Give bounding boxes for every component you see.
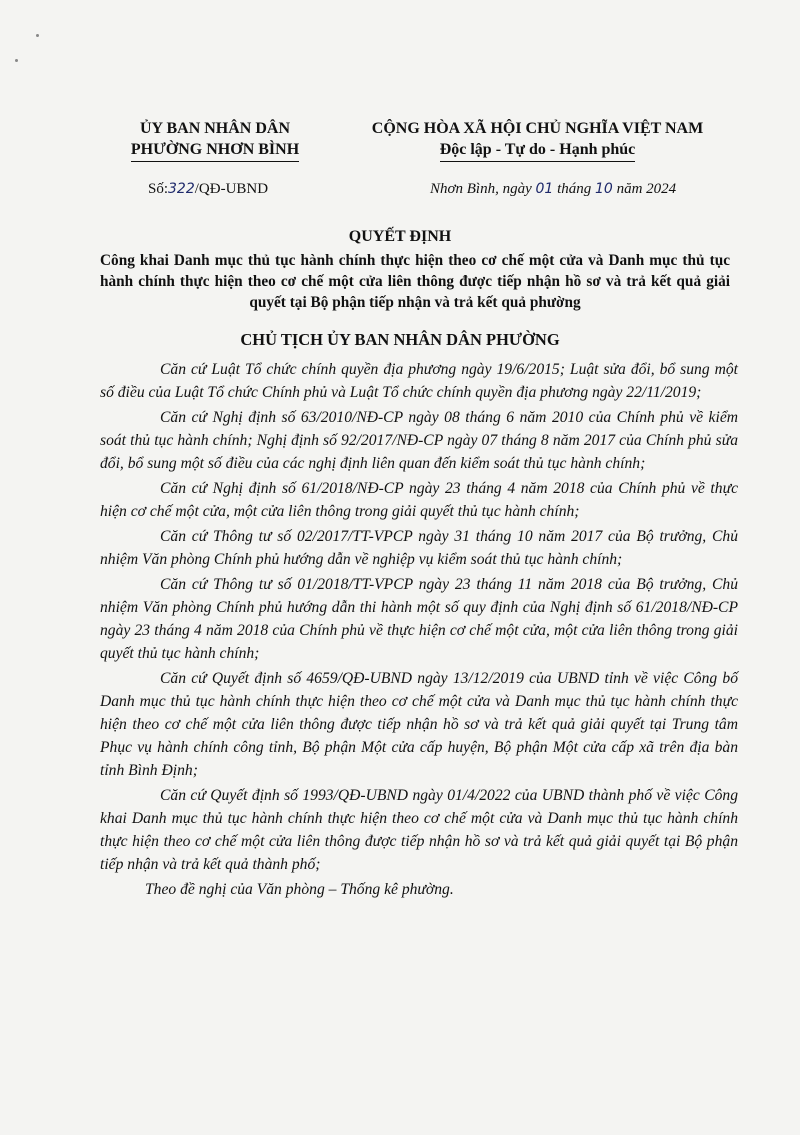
nation-line-1: CỘNG HÒA XÃ HỘI CHỦ NGHĨA VIỆT NAM [371,120,704,137]
legal-basis-paragraph: Căn cứ Thông tư số 01/2018/TT-VPCP ngày 23 tháng 11 năm 2018 của Bộ trưởng, Chủ nhiệm Văn phòng Chính phủ hướng dẫn thi hành một số quy định của Nghị định số 61/2018/NĐ-CP ngày 23 tháng 4 năm 2018 của Chính phủ về thực hiện cơ chế một cửa, một cửa liên thông trong giải quyết thủ tục hành chính; [100,576,738,662]
scan-speck [36,34,39,37]
legal-basis-paragraph: Căn cứ Quyết định số 4659/QĐ-UBND ngày 13/12/2019 của UBND tỉnh về việc Công bố Danh mục thủ tục hành chính thực hiện theo cơ chế một cửa và Danh mục thủ tục hành chính thực hiện theo cơ chế một cửa liên thông được tiếp nhận hồ sơ và trả kết quả giải quyết tại Trung tâm Phục vụ hành chính công tỉnh, Bộ phận Một cửa cấp huyện, Bộ phận Một cửa cấp xã trên địa bàn tỉnh Bình Định; [100,670,738,779]
date-month-handwritten: 10 [595,181,613,197]
nation-line-2: Độc lập - Tự do - Hạnh phúc [440,139,636,162]
doc-number-suffix: /QĐ-UBND [194,181,269,197]
scan-speck [15,59,18,62]
legal-basis-paragraph: Căn cứ Thông tư số 02/2017/TT-VPCP ngày 31 tháng 10 năm 2017 của Bộ trưởng, Chủ nhiệm Văn phòng Chính phủ hướng dẫn về nghiệp vụ kiểm soát thủ tục hành chính; [100,528,738,568]
proposal-paragraph: Theo đề nghị của Văn phòng – Thống kê phường. [145,881,454,898]
date-text-2: tháng [553,181,595,197]
date-text-1: Nhơn Bình, ngày [430,181,536,197]
national-motto [345,118,730,162]
agency-line-2: PHƯỜNG NHƠN BÌNH [131,139,299,162]
document-subtitle: Công khai Danh mục thủ tục hành chính thực hiện theo cơ chế một cửa và Danh mục thủ tục hành chính thực hiện theo cơ chế một cửa liên thông được tiếp nhận hồ sơ và trả kết quả giải quyết tại Bộ phận tiếp nhận và trả kết quả phường [100,252,730,311]
issuing-agency [110,118,320,162]
legal-basis-paragraph: Căn cứ Luật Tổ chức chính quyền địa phương ngày 19/6/2015; Luật sửa đổi, bổ sung một số điều của Luật Tổ chức Chính phủ và Luật Tổ chức chính quyền địa phương ngày 22/11/2019; [100,361,738,401]
agency-line-1: ỦY BAN NHÂN DÂN [139,120,291,137]
issue-date [430,181,676,198]
date-day-handwritten: 01 [535,181,554,197]
doc-number-handwritten: 322 [168,181,195,197]
legal-basis-paragraph: Căn cứ Quyết định số 1993/QĐ-UBND ngày 01/4/2022 của UBND thành phố về việc Công khai Danh mục thủ tục hành chính thực hiện theo cơ chế một cửa và Danh mục thủ tục hành chính thực hiện theo cơ chế một cửa liên thông được tiếp nhận hồ sơ và trả kết quả giải quyết tại Bộ phận tiếp nhận và trả kết quả thành phố; [100,787,738,873]
legal-basis-paragraph: Căn cứ Nghị định số 61/2018/NĐ-CP ngày 23 tháng 4 năm 2018 của Chính phủ về thực hiện cơ chế một cửa, một cửa liên thông trong giải quyết thủ tục hành chính; [100,480,738,520]
authority-heading: CHỦ TỊCH ỦY BAN NHÂN DÂN PHƯỜNG [240,330,560,349]
legal-basis-paragraph: Căn cứ Nghị định số 63/2010/NĐ-CP ngày 08 tháng 6 năm 2010 của Chính phủ về kiểm soát thủ tục hành chính; Nghị định số 92/2017/NĐ-CP ngày 07 tháng 8 năm 2017 của Chính phủ sửa đổi, bổ sung một số điều của các nghị định liên quan đến kiểm soát thủ tục hành chính; [100,409,738,472]
document-body [100,358,738,903]
date-text-3: năm 2024 [612,181,677,197]
doc-number-prefix: Số: [148,181,169,197]
document-title: QUYẾT ĐỊNH [348,228,452,245]
document-number [148,181,268,198]
